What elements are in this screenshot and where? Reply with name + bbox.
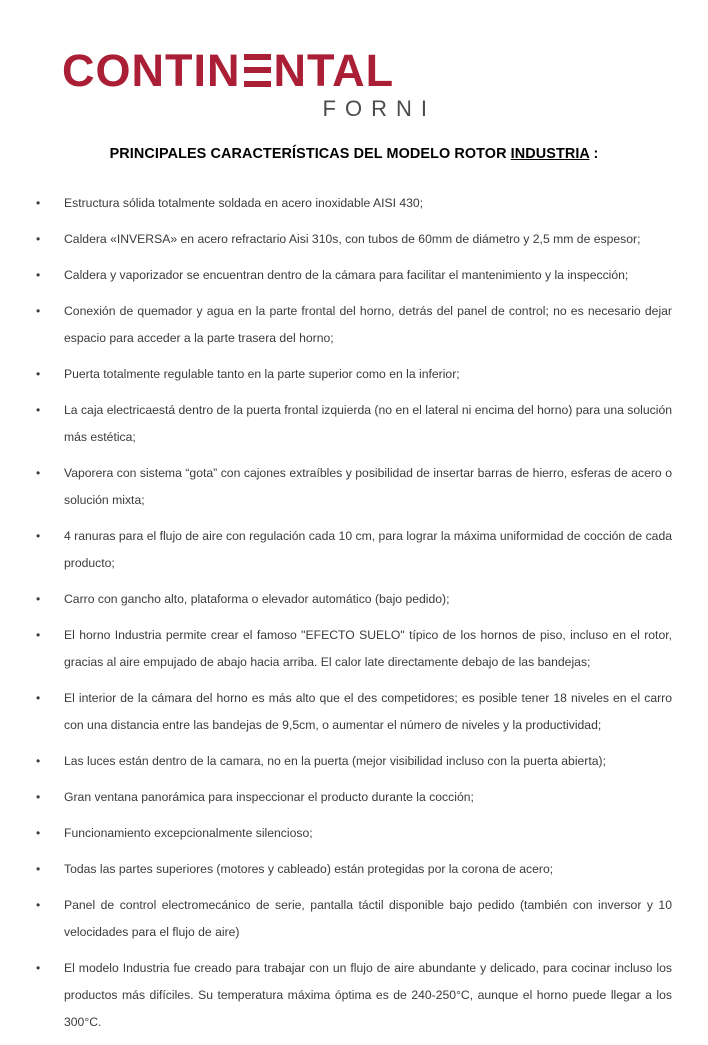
logo-stylised-e-icon <box>244 54 271 87</box>
bullet-icon: • <box>36 403 41 417</box>
list-item <box>0 460 708 514</box>
list-item <box>0 262 708 289</box>
bullet-icon: • <box>36 961 41 975</box>
page-title-prefix: PRINCIPALES CARACTERÍSTICAS DEL MODELO ROTOR <box>109 146 511 162</box>
list-item-text: El modelo Industria fue creado para trabajar con un flujo de aire abundante y delicado, para cocinar incluso los productos más difíciles. Su temperatura máxima óptima es de 240-250°C, aunque el horno puede llegar a los 300°C. <box>64 961 672 1029</box>
bullet-icon: • <box>36 304 41 318</box>
logo-subtitle: FORNI <box>322 96 436 121</box>
bullet-icon: • <box>36 790 41 804</box>
list-item-text: Estructura sólida totalmente soldada en acero inoxidable AISI 430; <box>64 196 424 210</box>
list-item <box>0 190 708 217</box>
bullet-icon: • <box>36 592 41 606</box>
page-title <box>0 146 708 162</box>
bullet-icon: • <box>36 898 41 912</box>
bullet-icon: • <box>36 529 41 543</box>
list-item <box>0 622 708 676</box>
list-item-text: Caldera y vaporizador se encuentran dentro de la cámara para facilitar el mantenimiento y la inspección; <box>64 268 629 282</box>
list-item-text: Conexión de quemador y agua en la parte frontal del horno, detrás del panel de control; no es necesario dejar espacio para acceder a la parte trasera del horno; <box>64 304 672 345</box>
bullet-icon: • <box>36 754 41 768</box>
list-item <box>0 685 708 739</box>
list-item <box>0 298 708 352</box>
list-item <box>0 361 708 388</box>
bullet-icon: • <box>36 826 41 840</box>
list-item <box>0 748 708 775</box>
list-item <box>0 784 708 811</box>
list-item <box>0 226 708 253</box>
bullet-icon: • <box>36 367 41 381</box>
page-title-model-name: INDUSTRIA <box>510 146 590 162</box>
list-item-text: Las luces están dentro de la camara, no en la puerta (mejor visibilidad incluso con la puerta abierta); <box>64 754 606 768</box>
bullet-icon: • <box>36 691 41 705</box>
bullet-icon: • <box>36 466 41 480</box>
bullet-icon: • <box>36 196 41 210</box>
logo-wordmark <box>62 45 442 96</box>
list-item <box>0 892 708 946</box>
list-item-text: El horno Industria permite crear el famoso "EFECTO SUELO" típico de los hornos de piso, incluso en el rotor, gracias al aire empujado de abajo hacia arriba. El calor late directamente debajo de las bandejas; <box>64 628 672 669</box>
list-item-text: Panel de control electromecánico de serie, pantalla táctil disponible bajo pedido (también con inversor y 10 velocidades para el flujo de aire) <box>64 898 672 939</box>
logo-wordmark-part1: CONTIN <box>62 45 241 96</box>
list-item-text: El interior de la cámara del horno es más alto que el des competidores; es posible tener 18 niveles en el carro con una distancia entre las bandejas de 9,5cm, o aumentar el número de niveles y la productividad; <box>64 691 672 732</box>
bullet-icon: • <box>36 628 41 642</box>
list-item <box>0 856 708 883</box>
list-item <box>0 586 708 613</box>
logo-wordmark-part2: NTAL <box>273 45 395 96</box>
list-item-text: Caldera «INVERSA» en acero refractario Aisi 310s, con tubos de 60mm de diámetro y 2,5 mm de espesor; <box>64 232 641 246</box>
list-item-text: Vaporera con sistema “gota” con cajones extraíbles y posibilidad de insertar barras de hierro, esferas de acero o solución mixta; <box>64 466 672 507</box>
list-item-text: Funcionamiento excepcionalmente silencioso; <box>64 826 313 840</box>
bullet-icon: • <box>36 232 41 246</box>
list-item-text: Gran ventana panorámica para inspeccionar el producto durante la cocción; <box>64 790 474 804</box>
list-item <box>0 397 708 451</box>
feature-list <box>0 190 708 1045</box>
list-item-text: Carro con gancho alto, plataforma o elevador automático (bajo pedido); <box>64 592 450 606</box>
page-title-suffix: : <box>589 146 599 162</box>
list-item-text: Todas las partes superiores (motores y cableado) están protegidas por la corona de acero; <box>64 862 554 876</box>
continental-forni-logo <box>62 45 442 121</box>
list-item-text: Puerta totalmente regulable tanto en la parte superior como en la inferior; <box>64 367 460 381</box>
bullet-icon: • <box>36 268 41 282</box>
list-item <box>0 820 708 847</box>
list-item-text: 4 ranuras para el flujo de aire con regulación cada 10 cm, para lograr la máxima uniformidad de cocción de cada producto; <box>64 529 672 570</box>
bullet-icon: • <box>36 862 41 876</box>
list-item <box>0 523 708 577</box>
list-item-text: La caja electricaestá dentro de la puerta frontal izquierda (no en el lateral ni encima del horno) para una solución más estética; <box>64 403 672 444</box>
